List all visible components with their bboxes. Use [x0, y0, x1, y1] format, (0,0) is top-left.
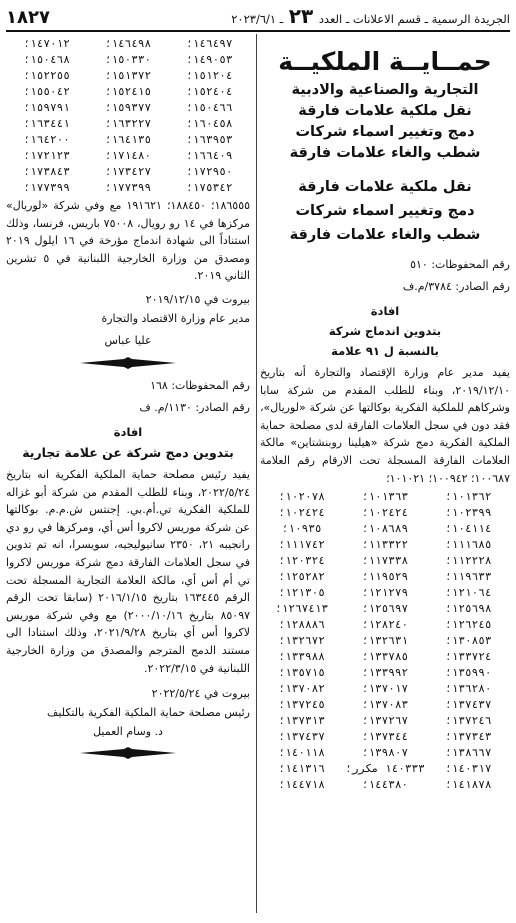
- trademark-number: ١٢٥٢٨٢؛: [278, 570, 325, 584]
- issued-number: رقم الصادر: ١١٣٠/م. ف: [139, 401, 250, 415]
- trademark-number: ١٠٨٦٨٩؛: [361, 522, 409, 536]
- signer-title: رئيس مصلحة حماية الملكية الفكرية بالتكليف: [46, 705, 250, 719]
- trademark-number: ١٣٧٣٤٤؛: [361, 730, 409, 744]
- trademark-number: ١٣٣٧٨٥؛: [361, 650, 409, 664]
- page-number: ١٨٢٧: [6, 7, 50, 28]
- signer-name: د. وسام العميل: [93, 724, 163, 738]
- trademark-number: ١١٩٥٢٩؛: [361, 570, 409, 584]
- trademark-number: ١٧٣٤٢٧؛: [104, 165, 152, 178]
- trademark-number: ١٣٧٢٤٥؛: [278, 698, 325, 712]
- section-title-line: التجارية والصناعية والادبية: [291, 82, 479, 99]
- trademark-number: ١٢١٣٠٥؛: [278, 586, 325, 600]
- notice-heading: بتدوين دمج شركة عن علامة تجارية: [22, 445, 234, 461]
- trademark-number: ١٠١٣٦٣؛: [361, 490, 409, 504]
- trademark-number: ١٣٢٦٣١؛: [361, 634, 409, 648]
- header-title: الجريدة الرسمية ـ قسم الاعلانات ـ العدد: [318, 12, 510, 26]
- trademark-number: ١٤٩٠٥٣؛: [186, 53, 233, 66]
- trademark-number: ١٤٦٤٩٨؛: [104, 37, 152, 50]
- notice-label: افادة: [113, 425, 143, 440]
- trademark-number: ١٢٦٧٤١٣؛: [275, 602, 329, 616]
- ornament-icon: [80, 747, 176, 759]
- trademark-number: ١٥٩٧٩١؛: [23, 101, 70, 114]
- trademark-number: ١٣٧٢٤٦؛: [445, 714, 492, 728]
- trademark-number: ١١١٦٨٥؛: [445, 538, 492, 552]
- trademark-number: ١٢٥٦٩٧؛: [361, 602, 409, 616]
- issue-date: ـ ٢٠٢٣/٦/١: [231, 12, 284, 26]
- notice-paragraph: يفيد مدير عام وزارة الإقتصاد والتجارة أنه بتاريخ ٢٠١٩/١٢/١٠، وبناء للطلب المقدم من شركة سابا وشركاهم للملكية الفكرية بوكالتها عن شركة «لوريال»، فقد دون في سجل العلامات الفارقة لدى مصلحة حماية الملكية الفكرية دمج شركة «هيلينا روبنشتاين» مالكة العلامات الفارقة المسجلة تحت الارقام رقم العلامة ١٠٠٦٨٧؛ ١٠٠٩٤٢؛ ١٠١٠٢١؛: [260, 366, 510, 485]
- trademark-number: ١٣٨٦٦٧؛: [445, 746, 492, 760]
- trademark-number: ١٥٥٠٤٢؛: [23, 85, 70, 98]
- trademark-number-list: [6, 37, 250, 194]
- trademark-number: ١٧٣٨٤٣؛: [23, 165, 70, 178]
- trademark-number: ١٥٩٣٧٧؛: [104, 101, 152, 114]
- trademark-number: ١٧٥٣٤٢؛: [186, 181, 233, 194]
- notice-paragraph: ١٨٦٥٥٥؛ ١٨٨٤٥٠؛ ١٩١٦٢١ مع وفي شركة «لوريال» مركزها في ١٤ رو رويال، ٧٥٠٠٨ باريس، فرنسا، وذلك استناداً الى شهادة اندماج مؤرخة في ١٦ ايلول ٢٠١٩ ومصدق من وزارة الخارجية اللبنانية في ٥ تشرين الثاني ٢٠١٩.: [6, 199, 250, 283]
- subsection-line: شطب والغاء علامات فارقة: [289, 227, 481, 244]
- trademark-number: ١٤٠٣٣٣ مكرر؛: [345, 762, 425, 776]
- trademark-number: ١٠١٣٦٢؛: [445, 490, 492, 504]
- section-title-line: دمج وتغيير اسماء شركات: [295, 124, 475, 141]
- section-title-line: شطب والغاء علامات فارقة: [289, 145, 481, 162]
- left-column: [6, 34, 250, 915]
- signer-name: عليا عباس: [104, 334, 152, 348]
- trademark-number: ١٠٢٤٢٤؛: [278, 506, 325, 520]
- trademark-number: ١٤٦٤٩٧؛: [186, 37, 233, 50]
- trademark-number: ١٦٦٤٠٩؛: [186, 149, 233, 162]
- notice-meta: [260, 254, 510, 298]
- column-divider: [256, 34, 257, 913]
- trademark-number: ١٠٩٣٥؛: [281, 522, 322, 536]
- trademark-number: ١٣٣٩٨٨؛: [278, 650, 325, 664]
- trademark-number: ١٢١٠٦٤؛: [445, 586, 492, 600]
- page-header: [6, 4, 510, 32]
- trademark-number: ١٧١٤٨٠؛: [104, 149, 152, 162]
- trademark-number: ١٣٧٠٨٢؛: [278, 682, 325, 696]
- trademark-number: ١٦٣٤٤١؛: [23, 117, 70, 130]
- trademark-number: ١٥٢٤٠٤؛: [186, 85, 233, 98]
- trademark-number: ١٣٠٨٥٣؛: [445, 634, 492, 648]
- trademark-number: ١٧٧٣٩٩؛: [104, 181, 152, 194]
- trademark-number: ١١٧٣٣٨؛: [361, 554, 409, 568]
- section-title-main: حمــايــة الملكيــة: [278, 47, 492, 76]
- trademark-number: ١٣٧٢٦٧؛: [361, 714, 409, 728]
- notice-date: بيروت في ٢٠١٩/١٢/١٥: [145, 292, 250, 306]
- trademark-number: ١٠٤١١٤؛: [445, 522, 492, 536]
- trademark-number: ١٦٤١٣٥؛: [104, 133, 152, 146]
- divider-ornament: [6, 357, 250, 369]
- trademark-number: ١٣٢٦٧٢؛: [278, 634, 325, 648]
- trademark-number: ١٤١٨٧٨؛: [445, 778, 492, 792]
- trademark-number: ١٤٧٠١٢؛: [23, 37, 70, 50]
- header-title-block: [231, 4, 510, 28]
- trademark-number: ١٢٦٢٤٥؛: [445, 618, 492, 632]
- notice-paragraph: يفيد رئيس مصلحة حماية الملكية الفكرية انه بتاريخ ٢٠٢٢/٥/٢٤، وبناء للطلب المقدم من شركة أبو غزاله للملكية الفكرية تي.أم.بي. إجنتس ش.م.م. بوكالتها عن شركة موريس لاكروا أس أي، ومركزها في رو دي رانجيبه ٢١، ٢٣٥٠ سانيوليجيه، سويسرا، انه تم تدوين في سجل العلامات الفارقة دمج شركة موريس لاكروا تي أم أس أي، مالكة العلامة التجارية المسجلة تحت الرقم ١٦٣٤٤٥ بتاريخ ٢٠١٦/١/١٥ (سابقا تحت الرقم ٨٥٠٩٧ بتاريخ ٢٠٠٠/١٠/١٦) مع وفي شركة موريس لاكروا أس أي بتاريخ ٢٠٢١/٩/٢٨، وذلك استنادا الى مستند الدمج المترجم والمصدق من وزارة الخارجية اللبنانية في ٢٠٢٢/٣/١٥.: [6, 468, 250, 675]
- signer-title: مدير عام وزارة الاقتصاد والتجارة: [101, 311, 250, 325]
- trademark-number-list: [260, 490, 510, 791]
- archive-number: رقم المحفوظات: ١٦٨: [150, 379, 250, 393]
- archive-number: رقم المحفوظات: ٥١٠: [410, 258, 510, 272]
- right-column: [260, 34, 510, 915]
- trademark-number: ١٢٥٦٩٨؛: [445, 602, 492, 616]
- trademark-number: ١٣٩٨٠٧؛: [361, 746, 409, 760]
- subsection-title: [260, 176, 510, 248]
- trademark-number: ١٥٠٤٦٦؛: [186, 101, 233, 114]
- trademark-number: ١٣٥٩٩٠؛: [445, 666, 492, 680]
- trademark-number: ١٣٥٧١٥؛: [278, 666, 325, 680]
- trademark-number: ١٤١٣١٦؛: [278, 762, 325, 776]
- trademark-number: ١١٩٦٣٣؛: [445, 570, 492, 584]
- divider-ornament: [6, 747, 250, 759]
- trademark-number: ١٣٧٣١٣؛: [278, 714, 325, 728]
- trademark-number: ١٦٣٩٥٣؛: [186, 133, 233, 146]
- trademark-number: ١٠٢٣٩٩؛: [445, 506, 492, 520]
- trademark-number: ١٤٤٧١٨؛: [278, 778, 325, 792]
- trademark-number: ١٦٤٢٠٠؛: [23, 133, 70, 146]
- trademark-number: ١٢٨٨٨٦؛: [278, 618, 325, 632]
- trademark-number: ١٢١٢٧٩؛: [361, 586, 409, 600]
- trademark-number: ١٥١٢٠٤؛: [186, 69, 233, 82]
- trademark-number: ١٠٢٤٢٤؛: [361, 506, 409, 520]
- section-title-line: نقل ملكية علامات فارقة: [298, 103, 472, 120]
- trademark-number: ١٤٠١١٨؛: [278, 746, 325, 760]
- trademark-number: ١١٣٣٢٢؛: [361, 538, 409, 552]
- trademark-number: ١١٢٢٢٨؛: [445, 554, 492, 568]
- notice-label: افادة: [370, 304, 400, 319]
- trademark-number: ١٥٠٤٦٨؛: [23, 53, 70, 66]
- ornament-icon: [80, 357, 176, 369]
- trademark-number: ١٦٠٤٥٨؛: [186, 117, 233, 130]
- trademark-number: ١٣٧٠٨٣؛: [361, 698, 409, 712]
- trademark-number: ١٣٣٩٩٢؛: [361, 666, 409, 680]
- trademark-number: ١٥٢٤١٥؛: [104, 85, 152, 98]
- subsection-line: نقل ملكية علامات فارقة: [298, 179, 472, 196]
- issue-number: ٢٣: [288, 4, 314, 28]
- trademark-number: ١٣٧٤٣٧؛: [445, 698, 492, 712]
- trademark-number: ١٧٧٣٩٩؛: [23, 181, 70, 194]
- notice-subheading: بالنسبة ل ٩١ علامة: [331, 344, 439, 359]
- trademark-number: ١٤٤٣٨٠؛: [361, 778, 409, 792]
- trademark-number: ١٣٣٧٢٤؛: [445, 650, 492, 664]
- issued-number: رقم الصادر: ٣٧٨٤/م.ف: [402, 280, 510, 294]
- trademark-number: ١٢٠٣٢٤؛: [278, 554, 325, 568]
- trademark-number: ١٠٢٠٧٨؛: [278, 490, 325, 504]
- trademark-number: ١١١٧٤٢؛: [278, 538, 325, 552]
- section-title: [260, 44, 510, 164]
- trademark-number: ١٣٦٢٨٠؛: [445, 682, 492, 696]
- trademark-number: ١٧٢١٢٣؛: [23, 149, 70, 162]
- trademark-number: ١٦٣٢٢٧؛: [104, 117, 152, 130]
- trademark-number: ١٧٢٩٥٠؛: [186, 165, 233, 178]
- trademark-number: ١٣٧٠١٧؛: [361, 682, 409, 696]
- trademark-number: ١٥١٣٧٢؛: [104, 69, 152, 82]
- trademark-number: ١٣٧٤٣٧؛: [278, 730, 325, 744]
- notice-meta: [6, 375, 250, 419]
- notice-date: بيروت في ٢٠٢٢/٥/٢٤: [151, 687, 250, 701]
- trademark-number: ١٣٧٣٤٣؛: [445, 730, 492, 744]
- trademark-number: ١٥٠٣٣٠؛: [104, 53, 152, 66]
- notice-heading: بتدوين اندماج شركة: [328, 324, 442, 339]
- trademark-number: ١٤٠٣١٧؛: [445, 762, 492, 776]
- trademark-number: ١٥٢٢٥٥؛: [23, 69, 70, 82]
- trademark-number: ١٢٨٢٤٠؛: [361, 618, 409, 632]
- subsection-line: دمج وتغيير اسماء شركات: [295, 203, 475, 220]
